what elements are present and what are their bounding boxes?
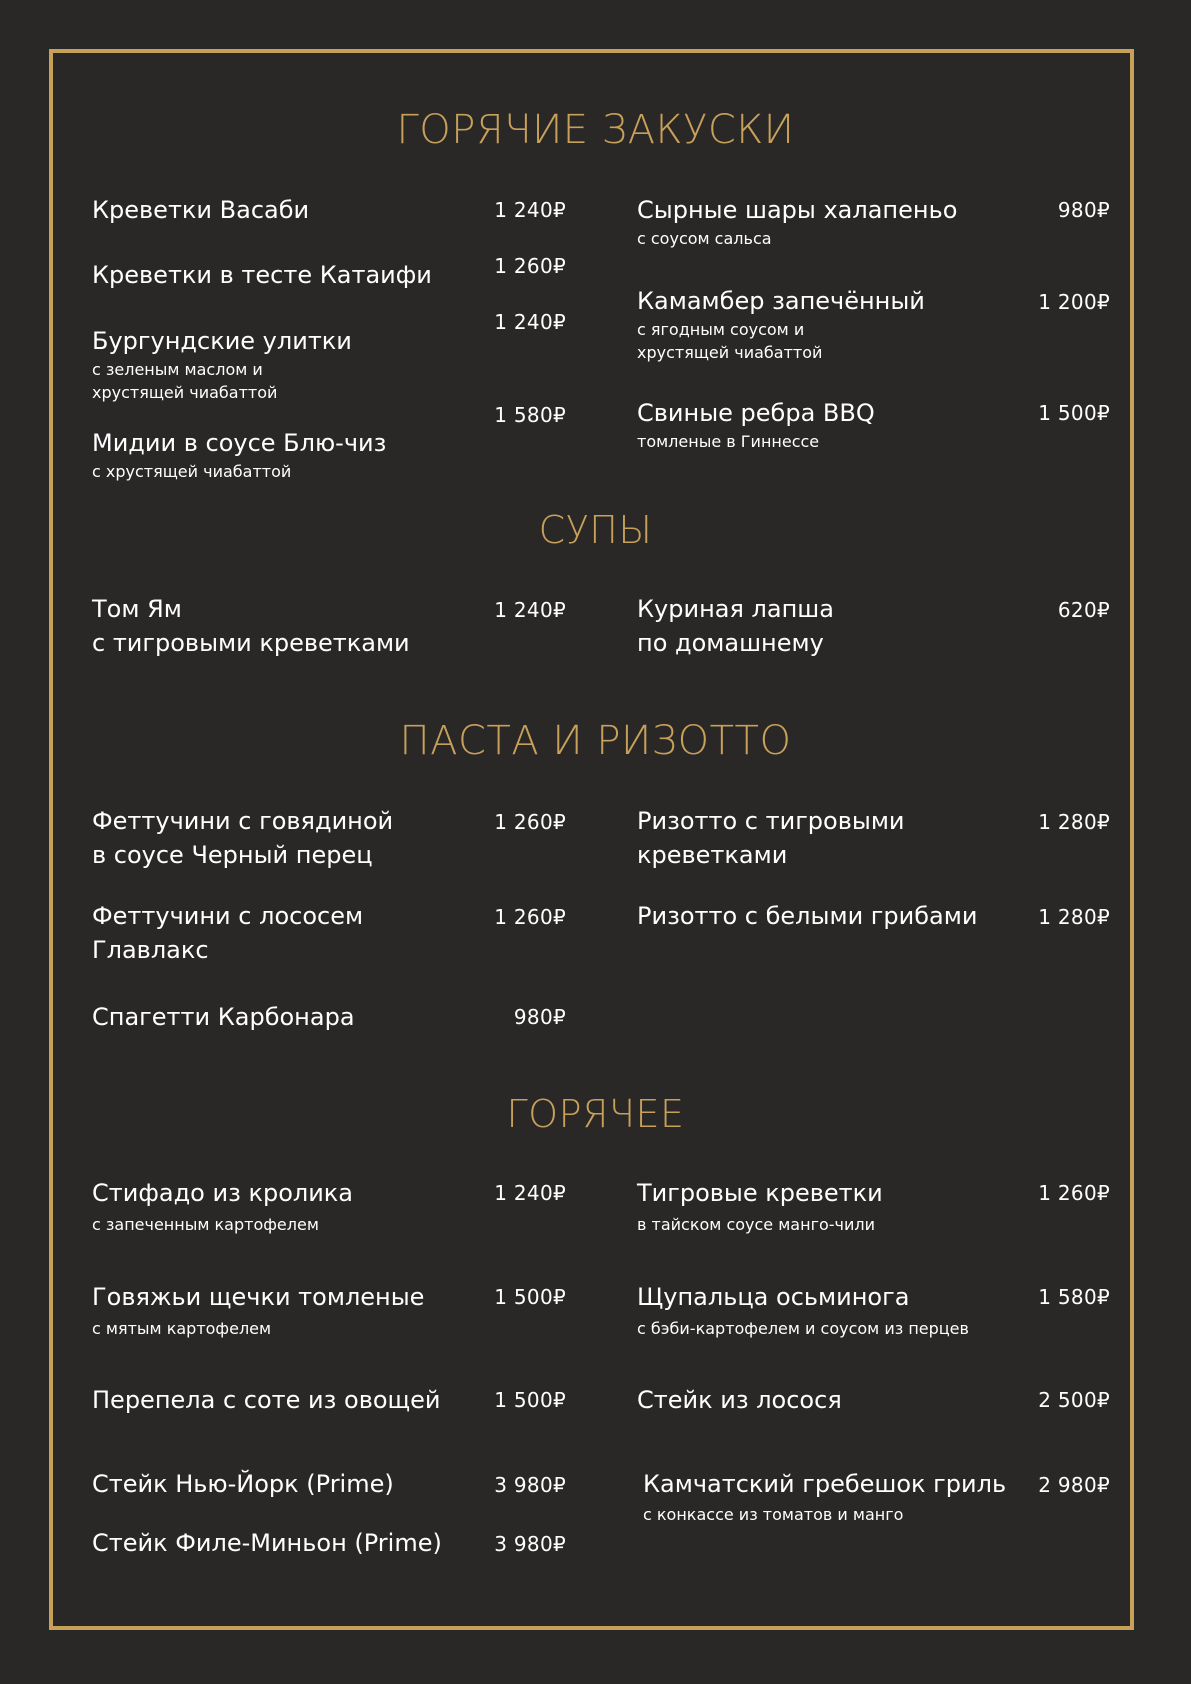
item-name: Сырные шары халапеньо xyxy=(637,196,958,224)
menu-item-tom-yam xyxy=(92,592,410,660)
menu-item-bbq-ribs xyxy=(637,396,875,453)
item-name: Камчатский гребешок гриль xyxy=(643,1470,1007,1498)
section-title-hot-appetizers: ГОРЯЧИЕ ЗАКУСКИ xyxy=(396,107,795,153)
item-description: хрустящей чиабаттой xyxy=(637,343,823,362)
item-price: 1 280₽ xyxy=(1038,810,1110,834)
menu-item-beef-cheeks xyxy=(92,1280,424,1340)
item-name: Стифадо из кролика xyxy=(92,1179,354,1207)
item-description: с бэби-картофелем и соусом из перцев xyxy=(637,1319,969,1338)
menu-item-chicken-noodle xyxy=(637,592,834,660)
item-description: с мятым картофелем xyxy=(92,1319,272,1338)
item-name: Креветки в тесте Катаифи xyxy=(92,261,432,289)
menu-item-baked-camembert xyxy=(637,284,925,364)
item-name-line2: по домашнему xyxy=(637,629,824,657)
item-price: 1 260₽ xyxy=(494,905,566,929)
item-name: Тигровые креветки xyxy=(637,1179,883,1207)
item-price: 1 200₽ xyxy=(1038,290,1110,314)
menu-item-fettuccine-beef xyxy=(92,804,393,872)
item-name: Стейк Филе-Миньон (Prime) xyxy=(92,1529,442,1557)
item-price: 980₽ xyxy=(1057,198,1110,222)
section-title-hot: ГОРЯЧЕЕ xyxy=(506,1092,685,1136)
item-name: Бургундские улитки xyxy=(92,327,352,355)
item-description: хрустящей чиабаттой xyxy=(92,383,278,402)
item-name: Говяжьи щечки томленые xyxy=(92,1283,425,1311)
item-price: 3 980₽ xyxy=(494,1532,566,1556)
item-price: 1 260₽ xyxy=(494,254,566,278)
item-name: Феттучини с говядиной xyxy=(92,807,394,835)
item-price: 1 260₽ xyxy=(1038,1181,1110,1205)
section-title-pasta-risotto: ПАСТА И РИЗОТТО xyxy=(399,718,792,764)
item-name: Куриная лапша xyxy=(637,595,834,623)
menu-item-spaghetti-carbonara xyxy=(92,1000,355,1034)
item-description: с ягодным соусом и xyxy=(637,320,805,339)
item-price: 3 980₽ xyxy=(494,1473,566,1497)
item-description: с зеленым маслом и xyxy=(92,360,263,379)
item-name: Креветки Васаби xyxy=(92,196,310,224)
item-price: 1 240₽ xyxy=(494,310,566,334)
item-price: 1 240₽ xyxy=(494,598,566,622)
item-name: Ризотто с тигровыми xyxy=(637,807,905,835)
item-name-line2: креветками xyxy=(637,841,788,869)
menu-item-ny-steak xyxy=(92,1467,394,1501)
item-name-line2: Главлакс xyxy=(92,936,209,964)
menu-item-filet-mignon xyxy=(92,1526,442,1560)
item-name: Феттучини с лососем xyxy=(92,902,364,930)
item-price: 620₽ xyxy=(1057,598,1110,622)
item-description: в тайском соусе манго-чили xyxy=(637,1215,876,1234)
item-name-line2: в соусе Черный перец xyxy=(92,841,373,869)
item-description: с конкассе из томатов и манго xyxy=(643,1505,904,1524)
item-description: с соусом сальса xyxy=(637,229,772,248)
item-price: 2 500₽ xyxy=(1038,1388,1110,1412)
item-name: Стейк из лосося xyxy=(637,1386,842,1414)
menu-item-octopus xyxy=(637,1280,969,1340)
menu-item-salmon-steak xyxy=(637,1383,842,1417)
item-price: 1 260₽ xyxy=(494,810,566,834)
item-price: 1 500₽ xyxy=(1038,401,1110,425)
item-name: Свиные ребра BBQ xyxy=(637,399,875,427)
item-name: Мидии в соусе Блю-чиз xyxy=(92,429,387,457)
menu-item-burgundy-snails xyxy=(92,324,352,404)
item-description: с хрустящей чиабаттой xyxy=(92,462,292,481)
menu-item-kataifi-shrimp xyxy=(92,258,432,292)
item-name: Щупальца осьминога xyxy=(637,1283,910,1311)
item-price: 1 240₽ xyxy=(494,1181,566,1205)
menu-item-tiger-shrimp xyxy=(637,1176,883,1236)
item-name: Том Ям xyxy=(92,595,182,623)
item-name: Ризотто с белыми грибами xyxy=(637,902,978,930)
menu-item-risotto-shrimp xyxy=(637,804,905,872)
item-description: с запеченным картофелем xyxy=(92,1215,319,1234)
menu-item-jalapeno-cheese-balls xyxy=(637,193,957,250)
item-description: томленые в Гиннессе xyxy=(637,432,820,451)
menu-item-risotto-mushrooms xyxy=(637,899,977,933)
item-price: 1 280₽ xyxy=(1038,905,1110,929)
menu-item-quail xyxy=(92,1383,441,1417)
item-price: 1 580₽ xyxy=(494,403,566,427)
item-name: Перепела с соте из овощей xyxy=(92,1386,441,1414)
item-name: Камамбер запечённый xyxy=(637,287,925,315)
item-price: 1 580₽ xyxy=(1038,1285,1110,1309)
menu-item-rabbit-stifado xyxy=(92,1176,353,1236)
menu-item-mussels-bluecheese xyxy=(92,426,386,483)
item-price: 980₽ xyxy=(513,1005,566,1029)
item-price: 1 500₽ xyxy=(494,1388,566,1412)
menu-item-fettuccine-salmon xyxy=(92,899,363,967)
item-price: 1 240₽ xyxy=(494,198,566,222)
menu-item-kamchatka-scallop xyxy=(643,1467,1006,1526)
item-name-line2: с тигровыми креветками xyxy=(92,629,410,657)
item-price: 2 980₽ xyxy=(1038,1473,1110,1497)
menu-item-wasabi-shrimp xyxy=(92,193,309,227)
item-name: Спагетти Карбонара xyxy=(92,1003,355,1031)
item-name: Стейк Нью-Йорк (Prime) xyxy=(92,1470,394,1498)
item-price: 1 500₽ xyxy=(494,1285,566,1309)
section-title-soups: СУПЫ xyxy=(538,508,653,552)
